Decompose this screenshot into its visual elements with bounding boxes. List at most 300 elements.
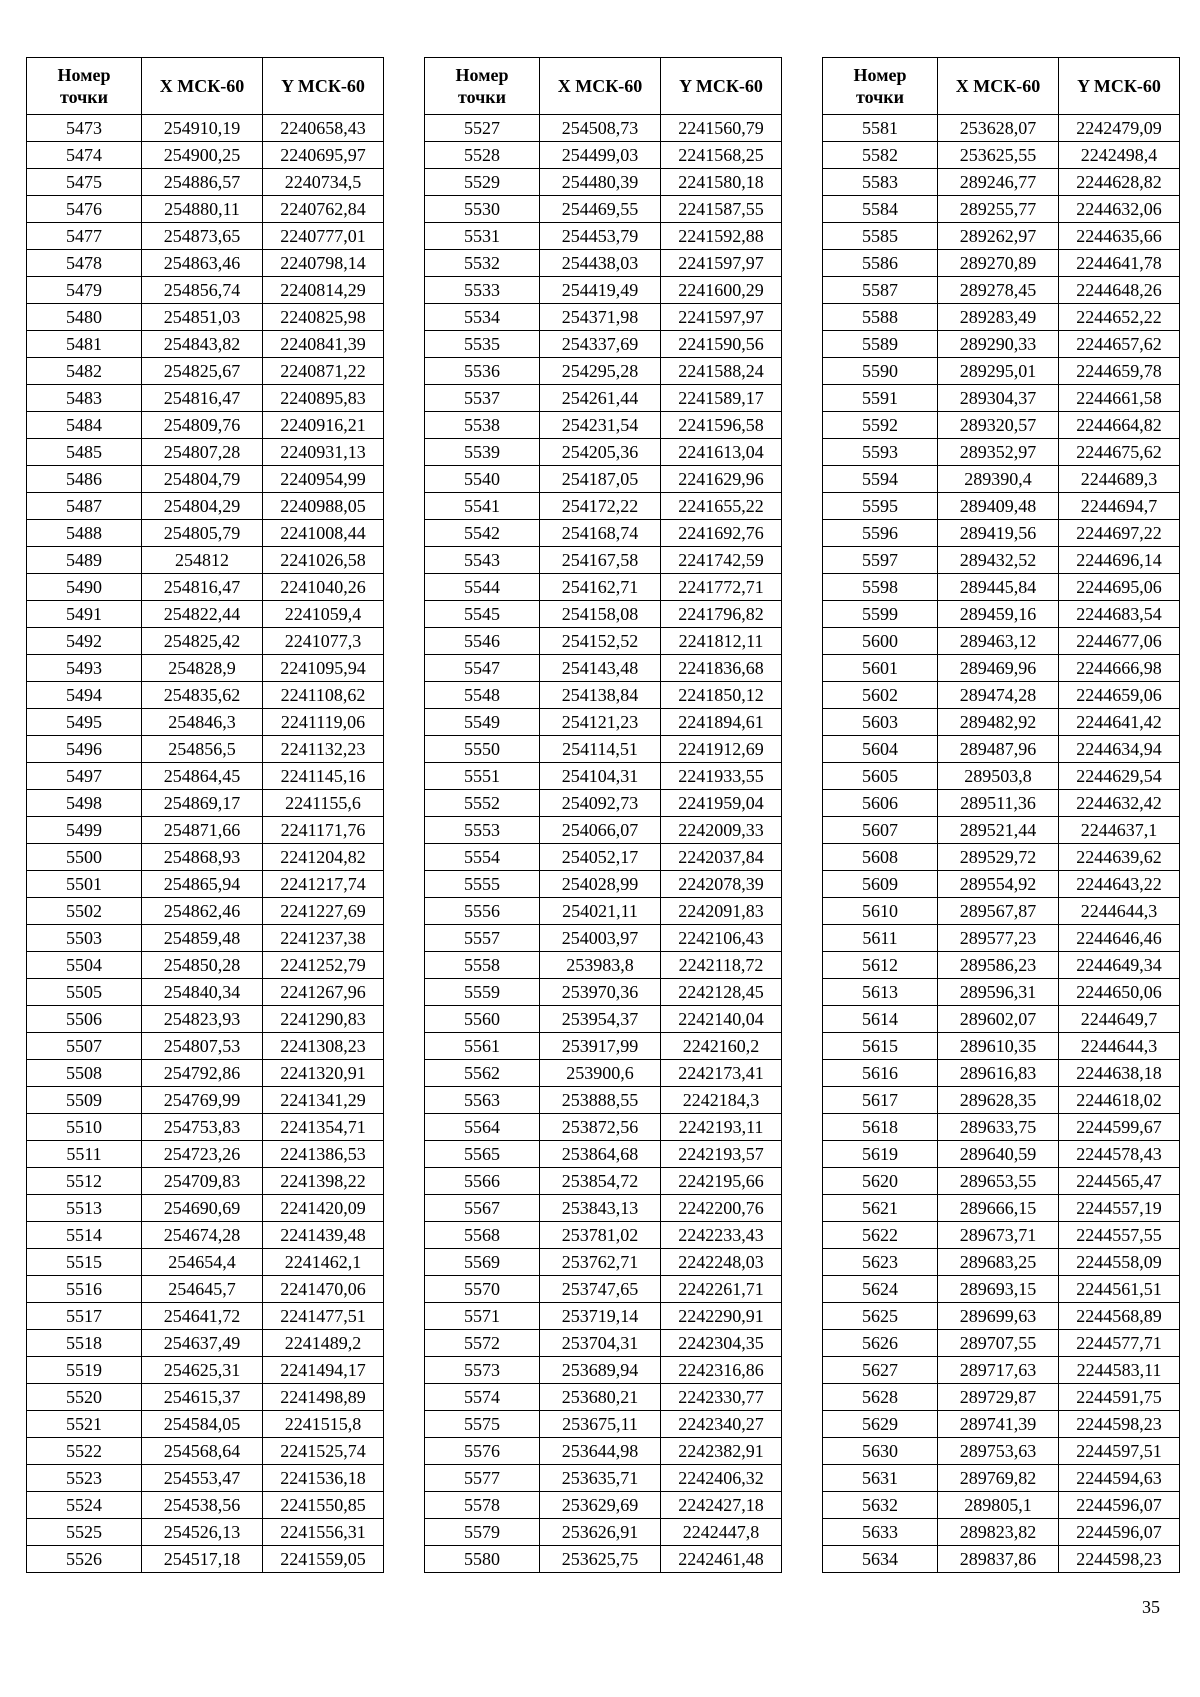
- table-row: [27, 1195, 384, 1222]
- table-row: [425, 790, 782, 817]
- cell-point-number: 5536: [425, 358, 540, 385]
- table-row: [27, 979, 384, 1006]
- cell-x-coordinate: 289683,25: [938, 1249, 1059, 1276]
- cell-x-coordinate: 254816,47: [142, 574, 263, 601]
- table-row: [27, 709, 384, 736]
- table-row: [823, 952, 1180, 979]
- cell-point-number: 5631: [823, 1465, 938, 1492]
- table-row: [823, 196, 1180, 223]
- table-row: [425, 1141, 782, 1168]
- cell-y-coordinate: 2241613,04: [661, 439, 782, 466]
- table-row: [823, 1411, 1180, 1438]
- header-y-msk60: Y МСК-60: [263, 58, 384, 115]
- cell-x-coordinate: 289633,75: [938, 1114, 1059, 1141]
- cell-y-coordinate: 2241470,06: [263, 1276, 384, 1303]
- cell-x-coordinate: 254261,44: [540, 385, 661, 412]
- table-row: [27, 466, 384, 493]
- table-row: [823, 115, 1180, 142]
- table-row: [425, 520, 782, 547]
- cell-point-number: 5591: [823, 385, 938, 412]
- table-row: [823, 655, 1180, 682]
- cell-y-coordinate: 2241592,88: [661, 223, 782, 250]
- table-row: [425, 1114, 782, 1141]
- cell-point-number: 5542: [425, 520, 540, 547]
- cell-x-coordinate: 253843,13: [540, 1195, 661, 1222]
- header-point-number-line2: точки: [457, 87, 507, 107]
- cell-point-number: 5496: [27, 736, 142, 763]
- cell-x-coordinate: 253704,31: [540, 1330, 661, 1357]
- cell-point-number: 5485: [27, 439, 142, 466]
- cell-x-coordinate: 289616,83: [938, 1060, 1059, 1087]
- cell-y-coordinate: 2241227,69: [263, 898, 384, 925]
- table-row: [27, 1438, 384, 1465]
- coordinate-table-3: [822, 57, 1180, 1573]
- cell-x-coordinate: 254823,93: [142, 1006, 263, 1033]
- cell-point-number: 5503: [27, 925, 142, 952]
- cell-y-coordinate: 2241462,1: [263, 1249, 384, 1276]
- cell-point-number: 5491: [27, 601, 142, 628]
- table-body: [425, 115, 782, 1573]
- table-row: [27, 844, 384, 871]
- cell-x-coordinate: 253629,69: [540, 1492, 661, 1519]
- table-row: [425, 1195, 782, 1222]
- cell-y-coordinate: 2241629,96: [661, 466, 782, 493]
- cell-x-coordinate: 289390,4: [938, 466, 1059, 493]
- table-row: [823, 763, 1180, 790]
- cell-point-number: 5523: [27, 1465, 142, 1492]
- cell-x-coordinate: 254066,07: [540, 817, 661, 844]
- cell-point-number: 5497: [27, 763, 142, 790]
- cell-y-coordinate: 2242479,09: [1059, 115, 1180, 142]
- cell-x-coordinate: 289577,23: [938, 925, 1059, 952]
- header-x-msk60: X МСК-60: [142, 58, 263, 115]
- header-point-number: [425, 58, 540, 115]
- cell-point-number: 5572: [425, 1330, 540, 1357]
- cell-point-number: 5602: [823, 682, 938, 709]
- cell-y-coordinate: 2244637,1: [1059, 817, 1180, 844]
- cell-point-number: 5555: [425, 871, 540, 898]
- cell-x-coordinate: 254419,49: [540, 277, 661, 304]
- cell-y-coordinate: 2244649,34: [1059, 952, 1180, 979]
- cell-y-coordinate: 2241132,23: [263, 736, 384, 763]
- table-row: [27, 1114, 384, 1141]
- table-row: [425, 439, 782, 466]
- cell-x-coordinate: 289707,55: [938, 1330, 1059, 1357]
- cell-x-coordinate: 254856,74: [142, 277, 263, 304]
- table-row: [823, 574, 1180, 601]
- cell-point-number: 5539: [425, 439, 540, 466]
- cell-y-coordinate: 2244652,22: [1059, 304, 1180, 331]
- table-row: [27, 331, 384, 358]
- cell-y-coordinate: 2241494,17: [263, 1357, 384, 1384]
- cell-point-number: 5606: [823, 790, 938, 817]
- cell-y-coordinate: 2241525,74: [263, 1438, 384, 1465]
- table-row: [425, 709, 782, 736]
- cell-y-coordinate: 2244599,67: [1059, 1114, 1180, 1141]
- cell-y-coordinate: 2244561,51: [1059, 1276, 1180, 1303]
- table-row: [425, 1519, 782, 1546]
- cell-point-number: 5579: [425, 1519, 540, 1546]
- table-row: [823, 1195, 1180, 1222]
- cell-x-coordinate: 254807,53: [142, 1033, 263, 1060]
- table-row: [823, 1438, 1180, 1465]
- cell-x-coordinate: 254846,3: [142, 709, 263, 736]
- cell-point-number: 5581: [823, 115, 938, 142]
- cell-y-coordinate: 2241290,83: [263, 1006, 384, 1033]
- cell-x-coordinate: 254690,69: [142, 1195, 263, 1222]
- cell-y-coordinate: 2241354,71: [263, 1114, 384, 1141]
- cell-y-coordinate: 2244664,82: [1059, 412, 1180, 439]
- cell-x-coordinate: 254152,52: [540, 628, 661, 655]
- cell-x-coordinate: 254825,67: [142, 358, 263, 385]
- cell-point-number: 5551: [425, 763, 540, 790]
- cell-x-coordinate: 254709,83: [142, 1168, 263, 1195]
- cell-y-coordinate: 2242009,33: [661, 817, 782, 844]
- cell-x-coordinate: 289729,87: [938, 1384, 1059, 1411]
- cell-point-number: 5582: [823, 142, 938, 169]
- cell-y-coordinate: 2240814,29: [263, 277, 384, 304]
- cell-y-coordinate: 2244598,23: [1059, 1411, 1180, 1438]
- page-number: 35: [1142, 1597, 1160, 1617]
- cell-x-coordinate: 254538,56: [142, 1492, 263, 1519]
- cell-y-coordinate: 2244557,55: [1059, 1222, 1180, 1249]
- cell-point-number: 5518: [27, 1330, 142, 1357]
- table-row: [425, 250, 782, 277]
- cell-y-coordinate: 2242200,76: [661, 1195, 782, 1222]
- cell-x-coordinate: 254822,44: [142, 601, 263, 628]
- cell-point-number: 5554: [425, 844, 540, 871]
- cell-y-coordinate: 2241515,8: [263, 1411, 384, 1438]
- cell-y-coordinate: 2244659,78: [1059, 358, 1180, 385]
- table-row: [823, 601, 1180, 628]
- table-row: [425, 1033, 782, 1060]
- cell-y-coordinate: 2241398,22: [263, 1168, 384, 1195]
- cell-x-coordinate: 254900,25: [142, 142, 263, 169]
- table-row: [823, 628, 1180, 655]
- cell-x-coordinate: 254723,26: [142, 1141, 263, 1168]
- cell-x-coordinate: 254804,29: [142, 493, 263, 520]
- table-row: [27, 898, 384, 925]
- cell-point-number: 5590: [823, 358, 938, 385]
- cell-y-coordinate: 2241596,58: [661, 412, 782, 439]
- cell-point-number: 5507: [27, 1033, 142, 1060]
- cell-x-coordinate: 289567,87: [938, 898, 1059, 925]
- table-row: [27, 682, 384, 709]
- cell-x-coordinate: 289693,15: [938, 1276, 1059, 1303]
- cell-x-coordinate: 254674,28: [142, 1222, 263, 1249]
- cell-y-coordinate: 2244644,3: [1059, 1033, 1180, 1060]
- header-point-number: [823, 58, 938, 115]
- header-y-msk60: Y МСК-60: [1059, 58, 1180, 115]
- cell-y-coordinate: 2244596,07: [1059, 1492, 1180, 1519]
- table-row: [823, 709, 1180, 736]
- table-row: [27, 871, 384, 898]
- table-header-row: [425, 58, 782, 115]
- cell-point-number: 5595: [823, 493, 938, 520]
- cell-x-coordinate: 289419,56: [938, 520, 1059, 547]
- header-x-msk60: X МСК-60: [938, 58, 1059, 115]
- cell-point-number: 5596: [823, 520, 938, 547]
- cell-point-number: 5550: [425, 736, 540, 763]
- cell-point-number: 5562: [425, 1060, 540, 1087]
- cell-x-coordinate: 253626,91: [540, 1519, 661, 1546]
- cell-point-number: 5479: [27, 277, 142, 304]
- cell-y-coordinate: 2241597,97: [661, 250, 782, 277]
- cell-x-coordinate: 254469,55: [540, 196, 661, 223]
- table-row: [27, 1492, 384, 1519]
- cell-point-number: 5480: [27, 304, 142, 331]
- cell-point-number: 5565: [425, 1141, 540, 1168]
- table-row: [425, 1168, 782, 1195]
- cell-x-coordinate: 254162,71: [540, 574, 661, 601]
- cell-point-number: 5600: [823, 628, 938, 655]
- cell-x-coordinate: 253675,11: [540, 1411, 661, 1438]
- cell-y-coordinate: 2244657,62: [1059, 331, 1180, 358]
- cell-point-number: 5574: [425, 1384, 540, 1411]
- cell-y-coordinate: 2244598,23: [1059, 1546, 1180, 1573]
- cell-y-coordinate: 2244557,19: [1059, 1195, 1180, 1222]
- cell-point-number: 5585: [823, 223, 938, 250]
- table-row: [823, 466, 1180, 493]
- table-row: [823, 898, 1180, 925]
- cell-y-coordinate: 2241108,62: [263, 682, 384, 709]
- cell-x-coordinate: 254052,17: [540, 844, 661, 871]
- cell-point-number: 5594: [823, 466, 938, 493]
- cell-y-coordinate: 2244618,02: [1059, 1087, 1180, 1114]
- cell-y-coordinate: 2244695,06: [1059, 574, 1180, 601]
- table-row: [27, 628, 384, 655]
- table-row: [27, 223, 384, 250]
- table-row: [823, 520, 1180, 547]
- cell-y-coordinate: 2244641,78: [1059, 250, 1180, 277]
- cell-y-coordinate: 2241489,2: [263, 1330, 384, 1357]
- cell-x-coordinate: 289474,28: [938, 682, 1059, 709]
- cell-y-coordinate: 2242233,43: [661, 1222, 782, 1249]
- cell-y-coordinate: 2240734,5: [263, 169, 384, 196]
- cell-y-coordinate: 2241308,23: [263, 1033, 384, 1060]
- cell-point-number: 5598: [823, 574, 938, 601]
- cell-y-coordinate: 2241320,91: [263, 1060, 384, 1087]
- cell-x-coordinate: 254850,28: [142, 952, 263, 979]
- table-row: [823, 412, 1180, 439]
- cell-y-coordinate: 2241655,22: [661, 493, 782, 520]
- table-row: [425, 412, 782, 439]
- cell-y-coordinate: 2242078,39: [661, 871, 782, 898]
- cell-point-number: 5527: [425, 115, 540, 142]
- table-row: [823, 277, 1180, 304]
- cell-x-coordinate: 254584,05: [142, 1411, 263, 1438]
- cell-y-coordinate: 2241587,55: [661, 196, 782, 223]
- cell-point-number: 5516: [27, 1276, 142, 1303]
- cell-x-coordinate: 254843,82: [142, 331, 263, 358]
- header-y-msk60: Y МСК-60: [661, 58, 782, 115]
- cell-y-coordinate: 2241498,89: [263, 1384, 384, 1411]
- cell-y-coordinate: 2242304,35: [661, 1330, 782, 1357]
- cell-y-coordinate: 2242290,91: [661, 1303, 782, 1330]
- cell-point-number: 5522: [27, 1438, 142, 1465]
- cell-point-number: 5511: [27, 1141, 142, 1168]
- cell-x-coordinate: 289610,35: [938, 1033, 1059, 1060]
- cell-x-coordinate: 254859,48: [142, 925, 263, 952]
- cell-point-number: 5605: [823, 763, 938, 790]
- cell-y-coordinate: 2242118,72: [661, 952, 782, 979]
- table-row: [823, 1141, 1180, 1168]
- cell-y-coordinate: 2241912,69: [661, 736, 782, 763]
- table-row: [425, 574, 782, 601]
- cell-y-coordinate: 2244597,51: [1059, 1438, 1180, 1465]
- cell-point-number: 5530: [425, 196, 540, 223]
- cell-x-coordinate: 254168,74: [540, 520, 661, 547]
- cell-point-number: 5481: [27, 331, 142, 358]
- cell-y-coordinate: 2241237,38: [263, 925, 384, 952]
- table-row: [27, 277, 384, 304]
- cell-point-number: 5569: [425, 1249, 540, 1276]
- cell-point-number: 5506: [27, 1006, 142, 1033]
- cell-point-number: 5619: [823, 1141, 938, 1168]
- table-row: [823, 1492, 1180, 1519]
- coordinate-table-1: [26, 57, 384, 1573]
- cell-x-coordinate: 289352,97: [938, 439, 1059, 466]
- cell-y-coordinate: 2244565,47: [1059, 1168, 1180, 1195]
- cell-y-coordinate: 2244689,3: [1059, 466, 1180, 493]
- cell-x-coordinate: 254568,64: [142, 1438, 263, 1465]
- cell-point-number: 5625: [823, 1303, 938, 1330]
- cell-point-number: 5632: [823, 1492, 938, 1519]
- table-row: [425, 682, 782, 709]
- cell-point-number: 5564: [425, 1114, 540, 1141]
- table-row: [425, 871, 782, 898]
- table-row: [425, 952, 782, 979]
- cell-point-number: 5553: [425, 817, 540, 844]
- cell-point-number: 5613: [823, 979, 938, 1006]
- table-row: [425, 1060, 782, 1087]
- cell-point-number: 5616: [823, 1060, 938, 1087]
- table-row: [425, 1249, 782, 1276]
- cell-y-coordinate: 2240954,99: [263, 466, 384, 493]
- table-row: [27, 304, 384, 331]
- cell-x-coordinate: 289278,45: [938, 277, 1059, 304]
- cell-y-coordinate: 2241477,51: [263, 1303, 384, 1330]
- cell-x-coordinate: 289741,39: [938, 1411, 1059, 1438]
- cell-x-coordinate: 254910,19: [142, 115, 263, 142]
- cell-x-coordinate: 254654,4: [142, 1249, 263, 1276]
- cell-point-number: 5501: [27, 871, 142, 898]
- table-row: [27, 601, 384, 628]
- cell-x-coordinate: 289753,63: [938, 1438, 1059, 1465]
- cell-x-coordinate: 289602,07: [938, 1006, 1059, 1033]
- cell-x-coordinate: 289409,48: [938, 493, 1059, 520]
- cell-y-coordinate: 2241077,3: [263, 628, 384, 655]
- cell-y-coordinate: 2242037,84: [661, 844, 782, 871]
- cell-point-number: 5614: [823, 1006, 938, 1033]
- cell-point-number: 5627: [823, 1357, 938, 1384]
- cell-point-number: 5571: [425, 1303, 540, 1330]
- cell-y-coordinate: 2242316,86: [661, 1357, 782, 1384]
- cell-point-number: 5588: [823, 304, 938, 331]
- cell-x-coordinate: 289469,96: [938, 655, 1059, 682]
- cell-y-coordinate: 2242173,41: [661, 1060, 782, 1087]
- header-point-number-line2: точки: [59, 87, 109, 107]
- table-row: [27, 1357, 384, 1384]
- cell-x-coordinate: 289255,77: [938, 196, 1059, 223]
- cell-x-coordinate: 289717,63: [938, 1357, 1059, 1384]
- table-row: [823, 871, 1180, 898]
- cell-y-coordinate: 2244646,46: [1059, 925, 1180, 952]
- cell-y-coordinate: 2244649,7: [1059, 1006, 1180, 1033]
- cell-point-number: 5510: [27, 1114, 142, 1141]
- cell-y-coordinate: 2241204,82: [263, 844, 384, 871]
- cell-y-coordinate: 2242261,71: [661, 1276, 782, 1303]
- cell-y-coordinate: 2244591,75: [1059, 1384, 1180, 1411]
- cell-y-coordinate: 2244635,66: [1059, 223, 1180, 250]
- cell-point-number: 5633: [823, 1519, 938, 1546]
- cell-x-coordinate: 289596,31: [938, 979, 1059, 1006]
- cell-point-number: 5535: [425, 331, 540, 358]
- cell-y-coordinate: 2244694,7: [1059, 493, 1180, 520]
- cell-point-number: 5526: [27, 1546, 142, 1573]
- table-row: [823, 304, 1180, 331]
- cell-point-number: 5534: [425, 304, 540, 331]
- cell-y-coordinate: 2241439,48: [263, 1222, 384, 1249]
- cell-point-number: 5583: [823, 169, 938, 196]
- cell-point-number: 5607: [823, 817, 938, 844]
- header-point-number-line1: Номер: [853, 65, 907, 85]
- cell-point-number: 5476: [27, 196, 142, 223]
- cell-x-coordinate: 253644,98: [540, 1438, 661, 1465]
- table-row: [27, 1546, 384, 1573]
- cell-x-coordinate: 254851,03: [142, 304, 263, 331]
- cell-x-coordinate: 289653,55: [938, 1168, 1059, 1195]
- cell-x-coordinate: 253635,71: [540, 1465, 661, 1492]
- cell-point-number: 5478: [27, 250, 142, 277]
- cell-y-coordinate: 2241836,68: [661, 655, 782, 682]
- table-row: [425, 898, 782, 925]
- cell-point-number: 5474: [27, 142, 142, 169]
- table-row: [425, 304, 782, 331]
- table-header-row: [823, 58, 1180, 115]
- table-row: [823, 1222, 1180, 1249]
- table-row: [425, 358, 782, 385]
- cell-y-coordinate: 2244629,54: [1059, 763, 1180, 790]
- table-row: [823, 979, 1180, 1006]
- cell-point-number: 5577: [425, 1465, 540, 1492]
- cell-point-number: 5610: [823, 898, 938, 925]
- cell-x-coordinate: 254869,17: [142, 790, 263, 817]
- table-row: [823, 1519, 1180, 1546]
- cell-point-number: 5630: [823, 1438, 938, 1465]
- cell-point-number: 5573: [425, 1357, 540, 1384]
- table-row: [425, 547, 782, 574]
- cell-y-coordinate: 2241559,05: [263, 1546, 384, 1573]
- table-row: [823, 1060, 1180, 1087]
- cell-y-coordinate: 2242406,32: [661, 1465, 782, 1492]
- cell-x-coordinate: 253719,14: [540, 1303, 661, 1330]
- cell-x-coordinate: 254840,34: [142, 979, 263, 1006]
- cell-point-number: 5597: [823, 547, 938, 574]
- cell-point-number: 5475: [27, 169, 142, 196]
- cell-y-coordinate: 2241692,76: [661, 520, 782, 547]
- cell-x-coordinate: 254862,46: [142, 898, 263, 925]
- cell-x-coordinate: 289262,97: [938, 223, 1059, 250]
- cell-y-coordinate: 2244648,26: [1059, 277, 1180, 304]
- cell-x-coordinate: 254825,42: [142, 628, 263, 655]
- cell-x-coordinate: 254438,03: [540, 250, 661, 277]
- cell-x-coordinate: 254873,65: [142, 223, 263, 250]
- cell-point-number: 5570: [425, 1276, 540, 1303]
- table-row: [823, 1249, 1180, 1276]
- table-row: [823, 1114, 1180, 1141]
- cell-point-number: 5566: [425, 1168, 540, 1195]
